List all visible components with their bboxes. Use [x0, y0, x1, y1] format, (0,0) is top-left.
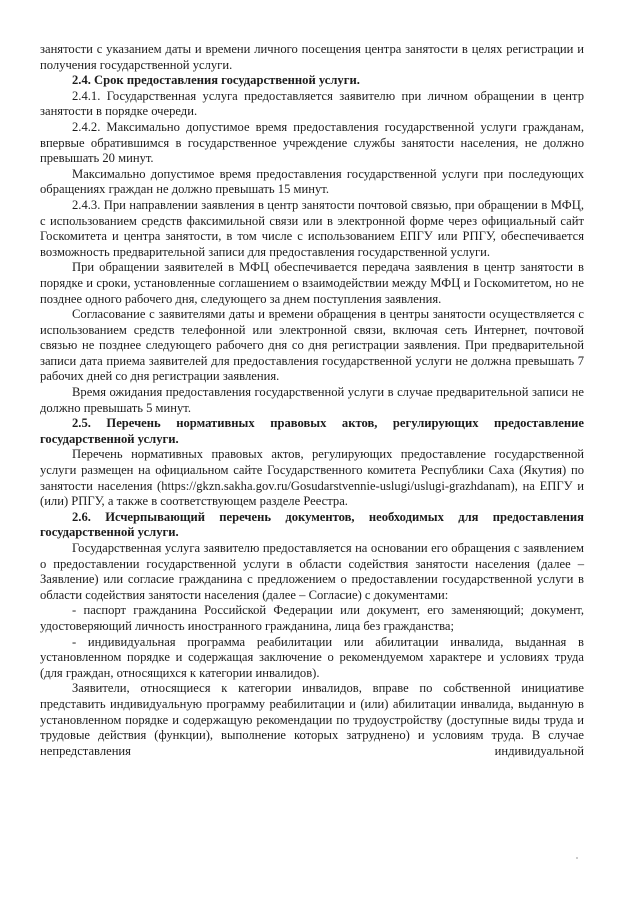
heading-2-4: 2.4. Срок предоставления государственной услуги. [72, 73, 360, 88]
heading-2-5: 2.5. Перечень нормативных правовых актов, регулирующих предоставление государственной услуги. [40, 416, 584, 446]
paragraph-waiting-time: Время ожидания предоставления государственной услуги в случае предварительной записи не должно превышать 5 минут. [40, 385, 584, 415]
heading-2-6: 2.6. Исчерпывающий перечень документов, необходимых для предоставления государственной услуги. [40, 509, 584, 540]
paragraph-2-4-3: 2.4.3. При направлении заявления в центр занятости почтовой связью, при обращении в МФЦ, с использованием средств факсимильной связи или в электронной форме через официальный сайт Госкомитета и центра занятости, в том числе с использованием ЕПГУ или РПГУ, обеспечивается возможность предварительной записи для предоставления государственной услуги. [40, 197, 584, 259]
paragraph-basis: Государственная услуга заявителю предоставляется на основании его обращения с заявлением о предоставлении государственной услуги в области содействия занятости населения (далее – Заявление) или согласие гражданина с предложением о предоставлении государственной услуги в области содействия занятости населения (далее – Согласие) с документами: [40, 541, 584, 602]
list-item-passport: - паспорт гражданина Российской Федерации или документ, его заменяющий; документ, удостоверяющий личность иностранного гражданина, лица без гражданства; [40, 603, 584, 633]
paragraph-continuation: занятости с указанием даты и времени личного посещения центра занятости в целях регистрации и получения государственной услуги. [40, 42, 584, 72]
paragraph-2-4-1: 2.4.1. Государственная услуга предоставляется заявителю при личном обращении в центр занятости в порядке очереди. [40, 88, 584, 119]
paragraph-disabled-applicants: Заявители, относящиеся к категории инвалидов, вправе по собственной инициативе представить индивидуальную программу реабилитации и (или) абилитации инвалида, выданную в установленном порядке и содержащую рекомендации по трудоустройству (доступные виды труда и трудовые действия (функции), выполнение которых затруднено) и условиям труда. В случае непредставления индивидуальной [40, 681, 584, 758]
paragraph-2-4-2: 2.4.2. Максимально допустимое время предоставления государственной услуги гражданам, впервые обратившимся в государственное учреждение службы занятости населения, не должно превышать 20 минут. [40, 119, 584, 166]
list-item-rehab-program: - индивидуальная программа реабилитации или абилитации инвалида, выданная в установленном порядке и содержащая заключение о рекомендуемом характере и условиях труда (для граждан, относящихся к категории инвалидов). [40, 634, 584, 680]
scan-speck [576, 857, 578, 859]
paragraph-mfc-transfer: При обращении заявителей в МФЦ обеспечивается передача заявления в центр занятости в порядке и сроки, установленные соглашением о взаимодействии между МФЦ и Госкомитетом, но не позднее одного рабочего дня, следующего за днем поступления заявления. [40, 260, 584, 306]
paragraph-coordination: Согласование с заявителями даты и времени обращения в центры занятости осуществляется с использованием средств телефонной или электронной связи, включая сеть Интернет, почтовой связью не позднее следующего рабочего дня со дня регистрации заявления. При предварительной записи дата приема заявителей для предоставления государственной услуги не должна превышать 7 рабочих дней со дня регистрации заявления. [40, 307, 584, 384]
document-text [40, 42, 584, 759]
paragraph-max-time-repeat: Максимально допустимое время предоставления государственной услуги при последующих обращениях граждан не должно превышать 15 минут. [40, 166, 584, 197]
paragraph-legal-acts: Перечень нормативных правовых актов, регулирующих предоставление государственной услуги размещен на официальном сайте Государственного комитета Республики Саха (Якутия) по занятости населения (https://gkzn.sakha.gov.ru/Gosudarstvennie-uslugi/uslugi-grazhdanam), на ЕПГУ и (или) РПГУ, а также в соответствующем разделе Реестра. [40, 447, 584, 509]
